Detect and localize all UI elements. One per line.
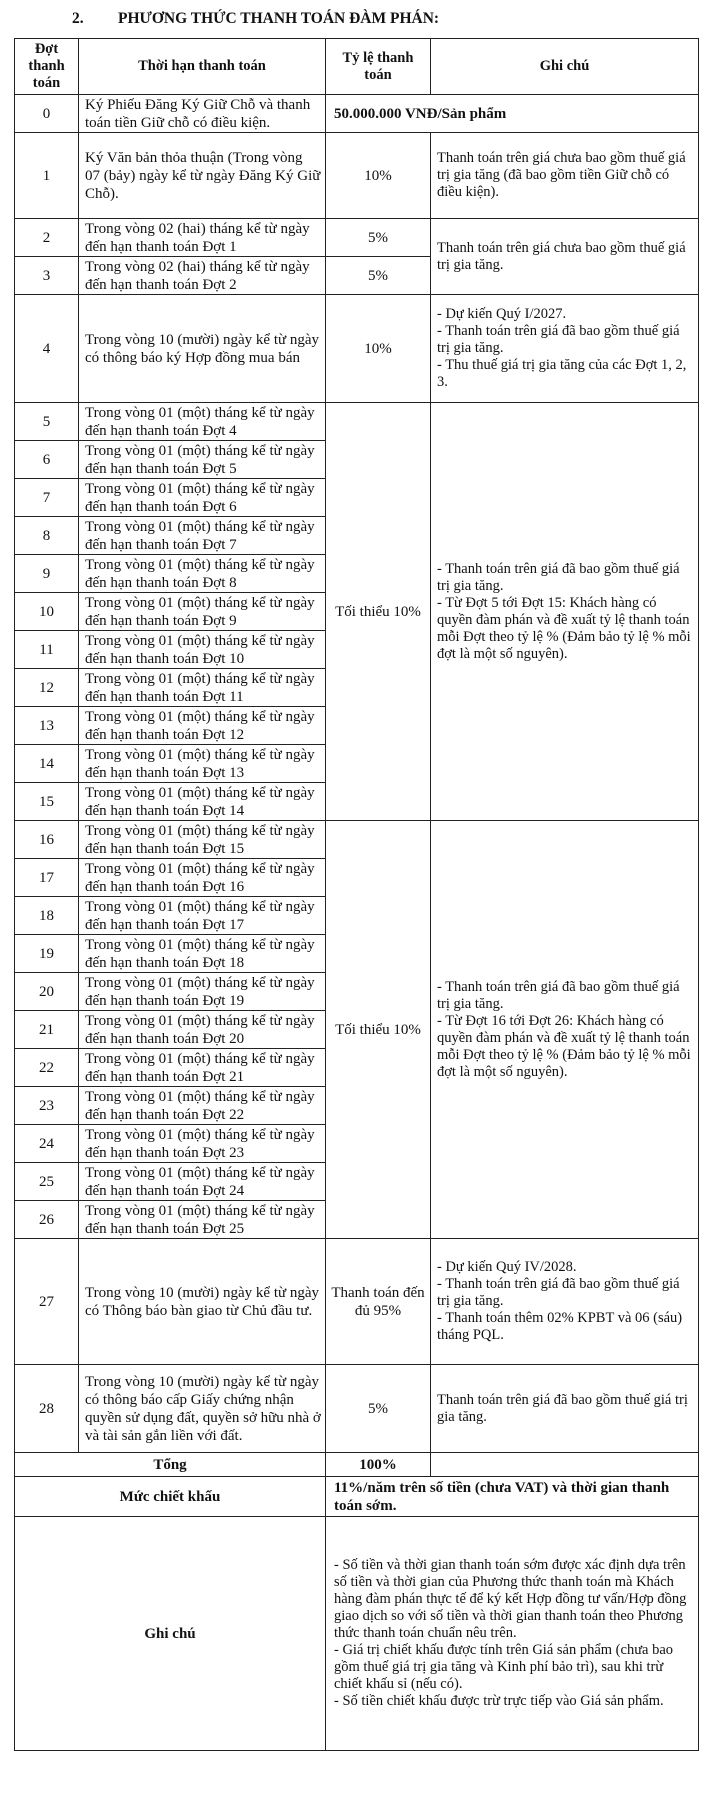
note-line: - Thanh toán thêm 02% KPBT và 06 (sáu) tháng PQL. [437, 1310, 683, 1343]
header-rate: Tỷ lệ thanh toán [326, 39, 431, 95]
payment-term: Trong vòng 10 (mười) ngày kể từ ngày có thông báo ký Hợp đồng mua bán [79, 295, 326, 403]
installment-number: 7 [15, 479, 79, 517]
installment-number: 8 [15, 517, 79, 555]
payment-rate: 10% [326, 295, 431, 403]
payment-term: Ký Văn bản thỏa thuận (Trong vòng 07 (bảy) ngày kể từ ngày Đăng Ký Giữ Chỗ). [79, 133, 326, 219]
payment-term: Trong vòng 01 (một) tháng kể từ ngày đến hạn thanh toán Đợt 19 [79, 973, 326, 1011]
payment-term: Trong vòng 01 (một) tháng kể từ ngày đến hạn thanh toán Đợt 18 [79, 935, 326, 973]
installment-number: 10 [15, 593, 79, 631]
payment-term: Trong vòng 01 (một) tháng kể từ ngày đến hạn thanh toán Đợt 15 [79, 821, 326, 859]
header-installment: Đợt thanh toán [15, 39, 79, 95]
payment-schedule-table [14, 38, 699, 1751]
table-row [15, 95, 699, 133]
header-note: Ghi chú [431, 39, 699, 95]
table-row [15, 219, 699, 257]
payment-rate: 50.000.000 VNĐ/Sản phẩm [326, 95, 699, 133]
installment-number: 18 [15, 897, 79, 935]
note-line: - Thanh toán trên giá đã bao gồm thuế giá trị gia tăng. [437, 978, 680, 1012]
installment-number: 20 [15, 973, 79, 1011]
payment-term: Trong vòng 01 (một) tháng kể từ ngày đến hạn thanh toán Đợt 4 [79, 403, 326, 441]
payment-rate: 5% [326, 257, 431, 295]
note-line: - Giá trị chiết khấu được tính trên Giá sản phẩm (chưa bao gồm thuế giá trị gia tăng và Kinh phí bảo trì), sau khi trừ chiết khấu sỉ (nếu có). [334, 1642, 674, 1692]
note-line: - Thu thuế giá trị gia tăng của các Đợt 1, 2, 3. [437, 357, 687, 390]
installment-number: 23 [15, 1087, 79, 1125]
installment-number: 25 [15, 1163, 79, 1201]
installment-number: 16 [15, 821, 79, 859]
installment-number: 3 [15, 257, 79, 295]
installment-number: 2 [15, 219, 79, 257]
installment-number: 12 [15, 669, 79, 707]
installment-number: 24 [15, 1125, 79, 1163]
payment-note: Thanh toán trên giá chưa bao gồm thuế giá trị gia tăng (đã bao gồm tiền Giữ chỗ có điều kiện). [431, 133, 699, 219]
payment-rate: 5% [326, 219, 431, 257]
section-number: 2. [72, 10, 84, 27]
note-line: - Thanh toán trên giá đã bao gồm thuế giá trị gia tăng. [437, 1276, 680, 1309]
payment-note: Thanh toán trên giá chưa bao gồm thuế giá trị gia tăng. [431, 219, 699, 295]
payment-term: Trong vòng 01 (một) tháng kể từ ngày đến hạn thanh toán Đợt 10 [79, 631, 326, 669]
discount-value: 11%/năm trên số tiền (chưa VAT) và thời gian thanh toán sớm. [326, 1477, 699, 1517]
installment-number: 13 [15, 707, 79, 745]
payment-note [431, 821, 699, 1239]
payment-term: Trong vòng 01 (một) tháng kể từ ngày đến hạn thanh toán Đợt 12 [79, 707, 326, 745]
note-line: - Từ Đợt 5 tới Đợt 15: Khách hàng có quyền đàm phán và đề xuất tỷ lệ thanh toán mỗi Đợt theo tỷ lệ % (Đảm bảo tỷ lệ % mỗi đợt là một số nguyên). [437, 594, 691, 662]
total-label: Tổng [15, 1453, 326, 1477]
note-line: - Dự kiến Quý IV/2028. [437, 1259, 577, 1275]
payment-note [431, 295, 699, 403]
total-empty-cell [431, 1453, 699, 1477]
table-header-row [15, 39, 699, 95]
total-value: 100% [326, 1453, 431, 1477]
table-row [15, 1365, 699, 1453]
installment-number: 5 [15, 403, 79, 441]
payment-term: Trong vòng 01 (một) tháng kể từ ngày đến hạn thanh toán Đợt 23 [79, 1125, 326, 1163]
section-heading [72, 10, 698, 32]
payment-term: Trong vòng 01 (một) tháng kể từ ngày đến hạn thanh toán Đợt 9 [79, 593, 326, 631]
installment-number: 19 [15, 935, 79, 973]
payment-term: Trong vòng 10 (mười) ngày kể từ ngày có thông báo cấp Giấy chứng nhận quyền sử dụng đất, quyền sở hữu nhà ở và tài sản gắn liền với đất. [79, 1365, 326, 1453]
section-title: PHƯƠNG THỨC THANH TOÁN ĐÀM PHÁN: [118, 10, 440, 27]
installment-number: 15 [15, 783, 79, 821]
installment-number: 27 [15, 1239, 79, 1365]
payment-rate: Tối thiểu 10% [326, 403, 431, 821]
total-row [15, 1453, 699, 1477]
installment-number: 11 [15, 631, 79, 669]
payment-rate: Tối thiểu 10% [326, 821, 431, 1239]
payment-term: Trong vòng 02 (hai) tháng kể từ ngày đến hạn thanh toán Đợt 2 [79, 257, 326, 295]
table-row [15, 403, 699, 441]
payment-note [431, 403, 699, 821]
note-line: - Số tiền và thời gian thanh toán sớm được xác định dựa trên số tiền và thời gian của Phương thức thanh toán mà Khách hàng đàm phán thực tế để ký kết Hợp đồng tư vấn/Hợp đồng giao dịch so với số tiền và thời gian thanh toán theo Phương thức thanh toán chuẩn nêu trên. [334, 1557, 687, 1641]
header-term: Thời hạn thanh toán [79, 39, 326, 95]
installment-number: 14 [15, 745, 79, 783]
payment-term: Trong vòng 10 (mười) ngày kể từ ngày có Thông báo bàn giao từ Chủ đầu tư. [79, 1239, 326, 1365]
installment-number: 28 [15, 1365, 79, 1453]
installment-number: 6 [15, 441, 79, 479]
payment-term: Trong vòng 01 (một) tháng kể từ ngày đến hạn thanh toán Đợt 20 [79, 1011, 326, 1049]
note-line: - Số tiền chiết khấu được trừ trực tiếp vào Giá sản phẩm. [334, 1693, 664, 1709]
note-line: - Thanh toán trên giá đã bao gồm thuế giá trị gia tăng. [437, 560, 680, 594]
payment-term: Trong vòng 01 (một) tháng kể từ ngày đến hạn thanh toán Đợt 13 [79, 745, 326, 783]
payment-term: Trong vòng 01 (một) tháng kể từ ngày đến hạn thanh toán Đợt 21 [79, 1049, 326, 1087]
payment-term: Ký Phiếu Đăng Ký Giữ Chỗ và thanh toán tiền Giữ chỗ có điều kiện. [79, 95, 326, 133]
payment-term: Trong vòng 01 (một) tháng kể từ ngày đến hạn thanh toán Đợt 24 [79, 1163, 326, 1201]
footer-note-row [15, 1517, 699, 1751]
payment-rate: 5% [326, 1365, 431, 1453]
installment-number: 22 [15, 1049, 79, 1087]
installment-number: 21 [15, 1011, 79, 1049]
footer-note-content [326, 1517, 699, 1751]
installment-number: 17 [15, 859, 79, 897]
payment-term: Trong vòng 01 (một) tháng kể từ ngày đến hạn thanh toán Đợt 8 [79, 555, 326, 593]
table-row [15, 821, 699, 859]
payment-term: Trong vòng 02 (hai) tháng kể từ ngày đến hạn thanh toán Đợt 1 [79, 219, 326, 257]
payment-term: Trong vòng 01 (một) tháng kể từ ngày đến hạn thanh toán Đợt 6 [79, 479, 326, 517]
table-row [15, 295, 699, 403]
payment-term: Trong vòng 01 (một) tháng kể từ ngày đến hạn thanh toán Đợt 25 [79, 1201, 326, 1239]
payment-term: Trong vòng 01 (một) tháng kể từ ngày đến hạn thanh toán Đợt 22 [79, 1087, 326, 1125]
note-line: - Từ Đợt 16 tới Đợt 26: Khách hàng có quyền đàm phán và đề xuất tỷ lệ thanh toán mỗi Đợt theo tỷ lệ % (Đảm bảo tỷ lệ % mỗi đợt là một số nguyên). [437, 1012, 691, 1080]
payment-rate: 10% [326, 133, 431, 219]
payment-note [431, 1239, 699, 1365]
installment-number: 4 [15, 295, 79, 403]
payment-term: Trong vòng 01 (một) tháng kể từ ngày đến hạn thanh toán Đợt 5 [79, 441, 326, 479]
table-row [15, 1239, 699, 1365]
footer-note-label: Ghi chú [15, 1517, 326, 1751]
note-line: - Dự kiến Quý I/2027. [437, 306, 567, 322]
payment-term: Trong vòng 01 (một) tháng kể từ ngày đến hạn thanh toán Đợt 11 [79, 669, 326, 707]
discount-row [15, 1477, 699, 1517]
installment-number: 1 [15, 133, 79, 219]
payment-term: Trong vòng 01 (một) tháng kể từ ngày đến hạn thanh toán Đợt 14 [79, 783, 326, 821]
payment-term: Trong vòng 01 (một) tháng kể từ ngày đến hạn thanh toán Đợt 17 [79, 897, 326, 935]
installment-number: 26 [15, 1201, 79, 1239]
discount-label: Mức chiết khấu [15, 1477, 326, 1517]
payment-term: Trong vòng 01 (một) tháng kể từ ngày đến hạn thanh toán Đợt 7 [79, 517, 326, 555]
note-line: - Thanh toán trên giá đã bao gồm thuế giá trị gia tăng. [437, 323, 680, 356]
table-row [15, 133, 699, 219]
payment-rate: Thanh toán đến đủ 95% [326, 1239, 431, 1365]
installment-number: 9 [15, 555, 79, 593]
payment-note: Thanh toán trên giá đã bao gồm thuế giá trị gia tăng. [431, 1365, 699, 1453]
installment-number: 0 [15, 95, 79, 133]
payment-term: Trong vòng 01 (một) tháng kể từ ngày đến hạn thanh toán Đợt 16 [79, 859, 326, 897]
